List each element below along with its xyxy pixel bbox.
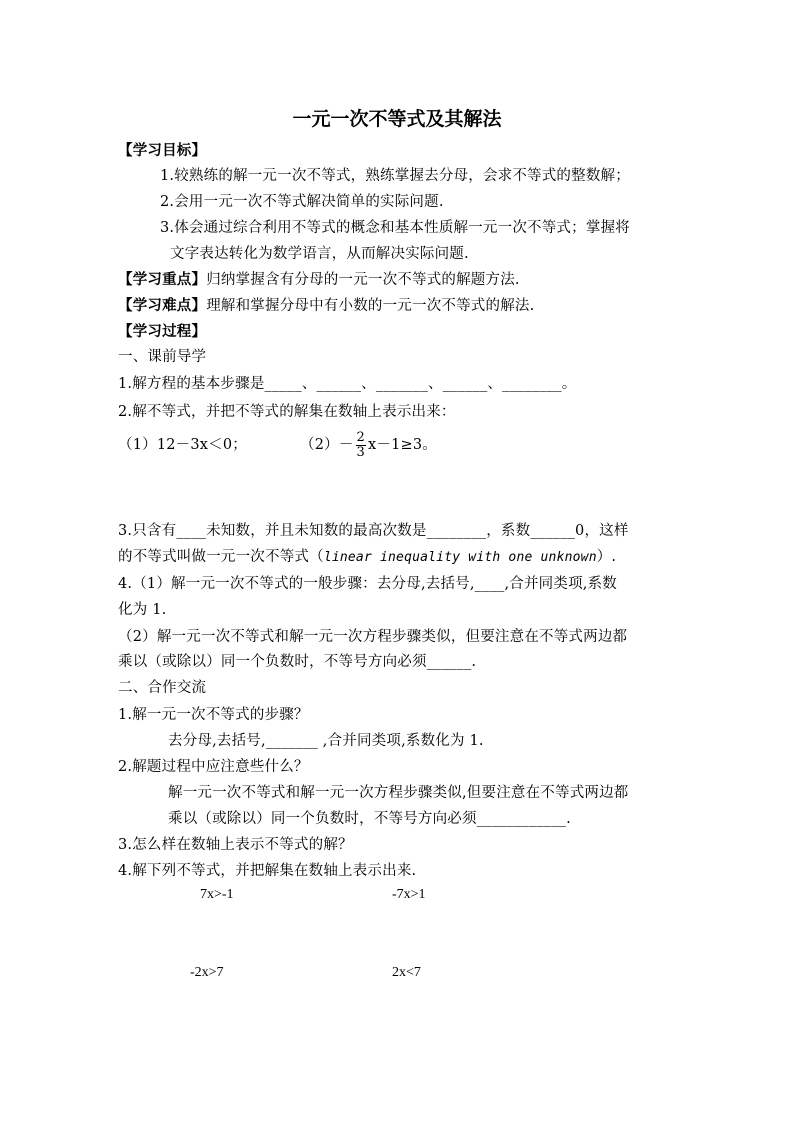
section1-q4-line4: 乘以（或除以）同一个负数时，不等号方向必须______. (118, 654, 477, 670)
section1-q4-line2: 化为 1. (118, 602, 167, 618)
section1-heading: 一、课前导学 (118, 349, 207, 365)
objectives-heading: 【学习目标】 (118, 142, 207, 159)
process-heading: 【学习过程】 (118, 323, 207, 340)
fraction-numerator: 2 (356, 429, 366, 445)
section1-q3-line2 (118, 547, 616, 568)
difficulty (118, 296, 534, 316)
exercise-inequality: 2x<7 (392, 965, 421, 980)
section1-q3-line1: 3.只含有____未知数，并且未知数的最高次数是________，系数______0，这样 (118, 523, 629, 539)
exercise-inequality: 7x>-1 (200, 887, 234, 902)
section2-a1: 去分母,去括号,_______ ,合并同类项,系数化为 1. (168, 733, 484, 749)
section2-a2-line2: 乘以（或除以）同一个负数时，不等号方向必须____________. (168, 811, 571, 827)
q3-english-term: linear inequality with one unknown (323, 550, 597, 565)
key-point (118, 270, 520, 290)
section2-heading: 二、合作交流 (118, 680, 207, 696)
q3-line2-post: ）. (596, 549, 617, 565)
q2-b-prefix: （2）－ (300, 437, 354, 453)
section1-q2-a: （1）12－3x＜0； (118, 437, 248, 453)
section1-q1: 1.解方程的基本步骤是_____、______、_______、______、________。 (118, 376, 577, 392)
difficulty-label: 【学习难点】 (118, 297, 207, 314)
q3-line2-pre: 的不等式叫做一元一次不等式（ (118, 549, 324, 565)
section1-q2: 2.解不等式，并把不等式的解集在数轴上表示出来： (118, 404, 456, 420)
section1-q2-b (300, 426, 437, 464)
section2-q2: 2.解题过程中应注意些什么？ (118, 759, 309, 775)
q2-b-suffix: x－1≥3。 (368, 437, 437, 453)
objective-item: 3.体会通过综合利用不等式的概念和基本性质解一元一次不等式；掌握将 (160, 220, 630, 236)
section2-q3: 3.怎么样在数轴上表示不等式的解？ (118, 837, 353, 853)
section1-q4-line1: 4.（1）解一元一次不等式的一般步骤：去分母,去括号,____,合并同类项,系数 (118, 576, 617, 592)
fraction-denominator: 3 (356, 444, 366, 460)
page-title: 一元一次不等式及其解法 (292, 108, 502, 130)
key-point-label: 【学习重点】 (118, 271, 207, 288)
exercise-inequality: -2x>7 (190, 965, 224, 980)
section2-a2-line1: 解一元一次不等式和解一元一次方程步骤类似,但要注意在不等式两边都 (168, 785, 629, 801)
section1-q4-line3: （2）解一元一次不等式和解一元一次方程步骤类似，但要注意在不等式两边都 (118, 629, 628, 645)
key-point-text: 归纳掌握含有分母的一元一次不等式的解题方法. (206, 272, 520, 288)
difficulty-text: 理解和掌握分母中有小数的一元一次不等式的解法. (206, 298, 535, 314)
exercise-inequality: -7x>1 (392, 887, 426, 902)
objective-item: 2.会用一元一次不等式解决简单的实际问题. (160, 194, 444, 210)
objective-item: 1.较熟练的解一元一次不等式，熟练掌握去分母，会求不等式的整数解； (160, 168, 630, 184)
section2-q4: 4.解下列不等式，并把解集在数轴上表示出来. (118, 863, 417, 879)
objective-item: 文字表达转化为数学语言，从而解决实际问题. (170, 246, 469, 262)
section2-q1: 1.解一元一次不等式的步骤？ (118, 707, 309, 723)
fraction (356, 431, 366, 460)
